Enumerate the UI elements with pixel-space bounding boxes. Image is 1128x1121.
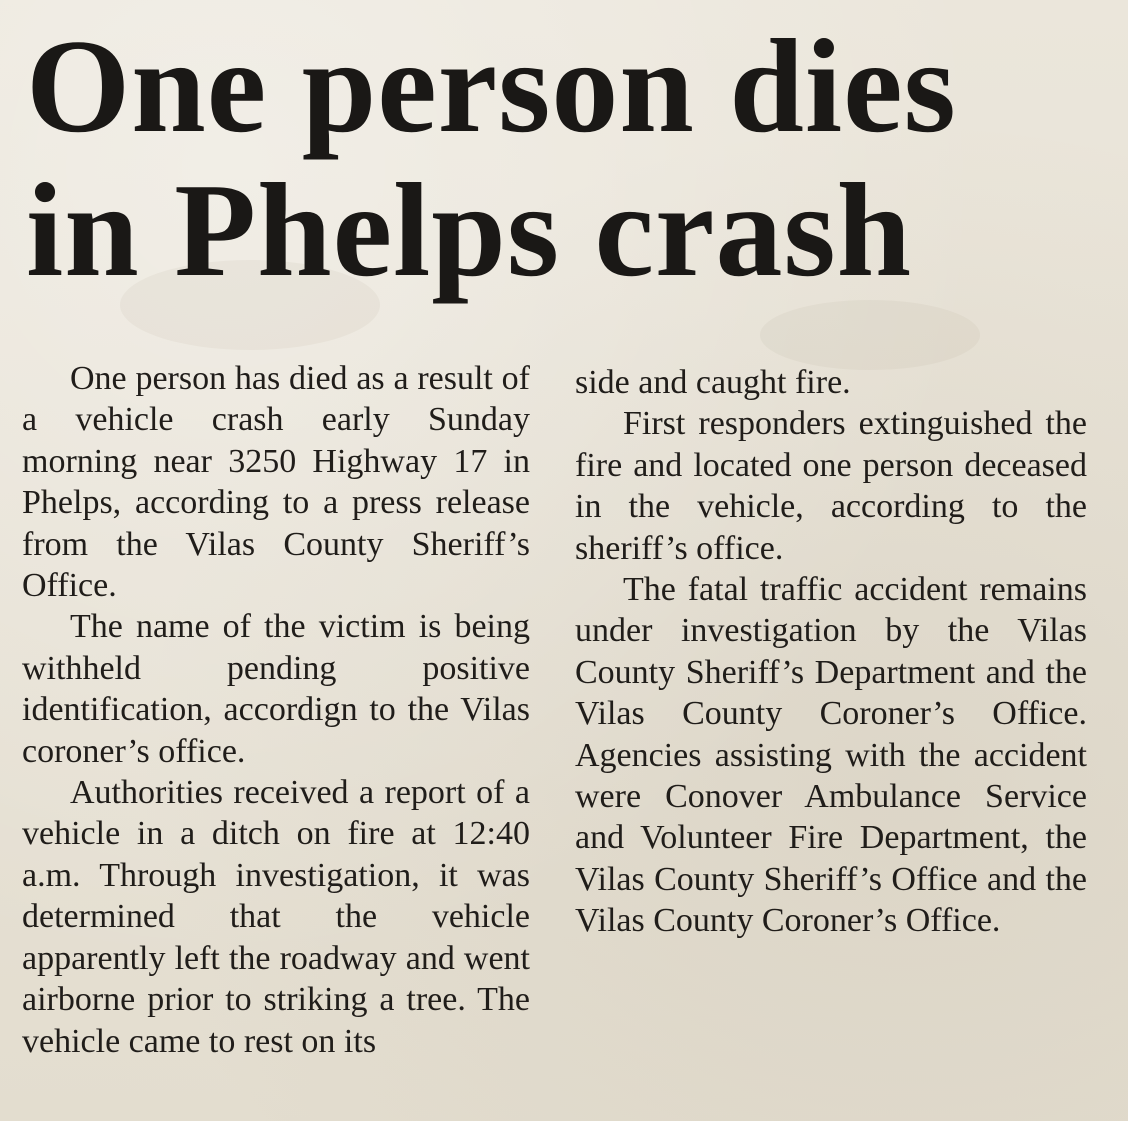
headline-line-1: One person dies: [26, 12, 957, 160]
paper-stain: [760, 300, 980, 370]
article-paragraph: One person has died as a result of a vehicle crash early Sunday morning near 3250 Highway 17 in Phelps, according to a press release from the Vilas County Sheriff’s Office.: [22, 360, 530, 605]
article-paragraph: The name of the victim is being withheld pending positive identification, accordign to the Vilas coroner’s office.: [22, 608, 530, 770]
article-paragraph: The fatal traffic accident remains under investigation by the Vilas County Sheriff’s Department and the Vilas County Coroner’s Office. Agencies assisting with the accident were Conover Ambulance Service and Volunteer Fire Department, the Vilas County Sheriff’s Office and the Vilas County Coroner’s Office.: [575, 571, 1087, 940]
article-paragraph: First responders extinguished the fire and located one person deceased in the vehicle, according to the sheriff’s office.: [575, 405, 1087, 567]
headline: [26, 14, 1106, 302]
article-paragraph: Authorities received a report of a vehicle in a ditch on fire at 12:40 a.m. Through investigation, it was determined that the vehicle apparently left the roadway and went airborne prior to striking a tree. The vehicle came to rest on its: [22, 774, 530, 1060]
article-column-left: [22, 358, 530, 1062]
article-column-right: [575, 362, 1087, 942]
article-paragraph-continued: side and caught fire.: [575, 364, 851, 401]
headline-line-2: in Phelps crash: [26, 156, 913, 304]
